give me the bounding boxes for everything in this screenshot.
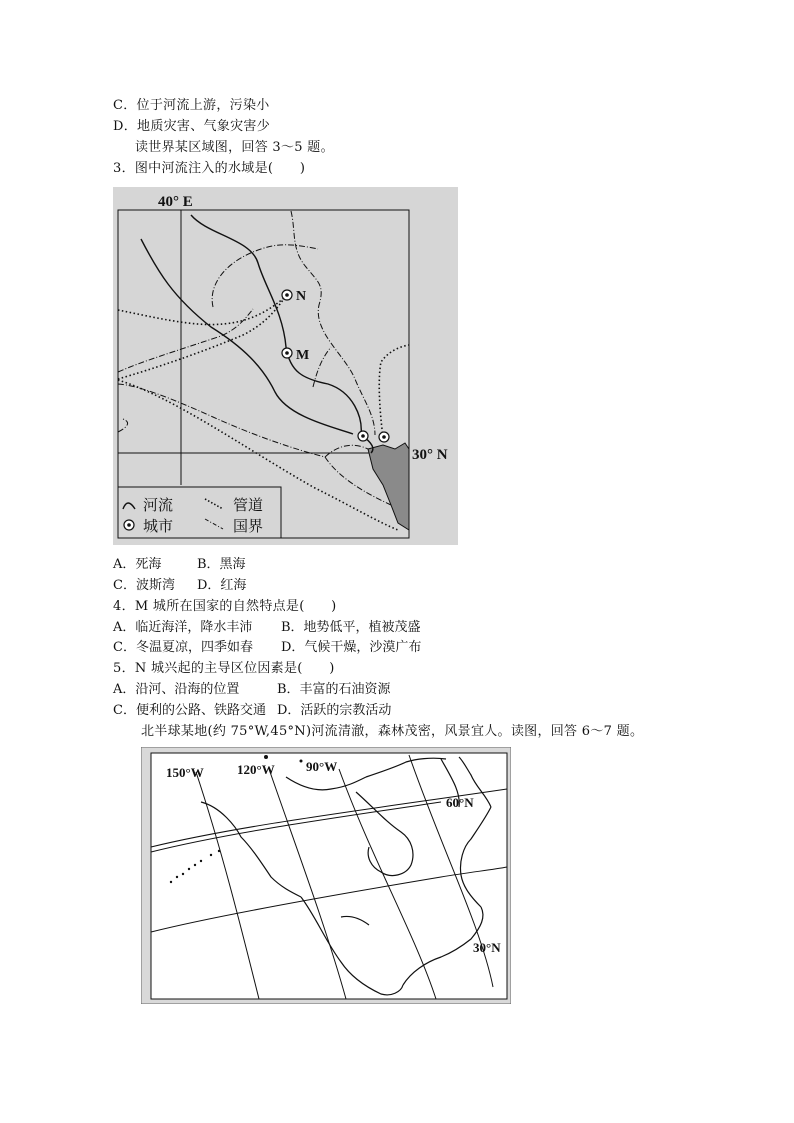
q3-option-b[interactable]: B．黑海 <box>197 557 246 572</box>
region-map-middle-east <box>113 187 458 545</box>
q5-option-d[interactable]: D．活跃的宗教活动 <box>277 703 392 718</box>
question-3-stem: 3．图中河流注入的水域是( ) <box>113 161 306 176</box>
latitude-label-30n: 30° N <box>412 447 448 463</box>
question-3-options-2 <box>113 577 246 595</box>
q5-option-a[interactable]: A．沿河、沿海的位置 <box>113 682 240 697</box>
city-marker-south-1 <box>358 431 368 441</box>
legend-pipeline-label: 管道 <box>233 496 264 514</box>
longitude-label-150w: 150°W <box>166 765 204 780</box>
city-m-marker <box>282 348 292 358</box>
q5-option-c[interactable]: C．便利的公路、铁路交通 <box>113 703 266 718</box>
question-4-options-2 <box>113 639 421 657</box>
question-4-stem: 4．M 城所在国家的自然特点是( ) <box>113 599 337 614</box>
q4-option-b[interactable]: B．地势低平，植被茂盛 <box>281 620 421 635</box>
latitude-label-60n: 60°N <box>446 795 474 810</box>
doc-intro-6-7: 北半球某地(约 75°W,45°N)河流清澈，森林茂密，风景宜人。读图，回答 6～7 题。 <box>141 724 644 739</box>
q5-option-b[interactable]: B．丰富的石油资源 <box>277 682 391 697</box>
legend-river-label: 河流 <box>143 496 174 514</box>
question-5-options-2 <box>113 702 391 720</box>
longitude-label-40e: 40° E <box>158 194 193 210</box>
city-n-label: N <box>296 289 307 304</box>
q3-option-d[interactable]: D．红海 <box>197 578 247 593</box>
longitude-label-120w: 120°W <box>237 762 275 777</box>
q4-option-d[interactable]: D．气候干燥，沙漠广布 <box>281 640 422 655</box>
map-legend <box>118 487 281 538</box>
q3-option-c[interactable]: C．波斯湾 <box>113 578 175 593</box>
city-m-label: M <box>296 348 310 363</box>
doc-intro-3-5: 读世界某区域图，回答 3～5 题。 <box>135 140 334 155</box>
q4-option-c[interactable]: C．冬温夏凉，四季如春 <box>113 640 253 655</box>
legend-border-label: 国界 <box>233 517 264 535</box>
question-5-options <box>113 681 391 699</box>
legend-city-label: 城市 <box>143 517 174 535</box>
doc-line-c: C．位于河流上游，污染小 <box>113 98 270 113</box>
region-map-north-america <box>141 747 511 1004</box>
question-3-options <box>113 556 246 574</box>
city-n-marker <box>282 290 292 300</box>
q4-option-a[interactable]: A．临近海洋，降水丰沛 <box>113 620 253 635</box>
doc-line-d: D．地质灾害、气象灾害少 <box>113 119 271 134</box>
q3-option-a[interactable]: A．死海 <box>113 557 162 572</box>
question-5-stem: 5．N 城兴起的主导区位因素是( ) <box>113 661 335 676</box>
city-marker-south-2 <box>379 432 389 442</box>
latitude-label-30n-b: 30°N <box>473 940 501 955</box>
longitude-label-90w: 90°W <box>306 759 338 774</box>
question-4-options <box>113 619 421 637</box>
